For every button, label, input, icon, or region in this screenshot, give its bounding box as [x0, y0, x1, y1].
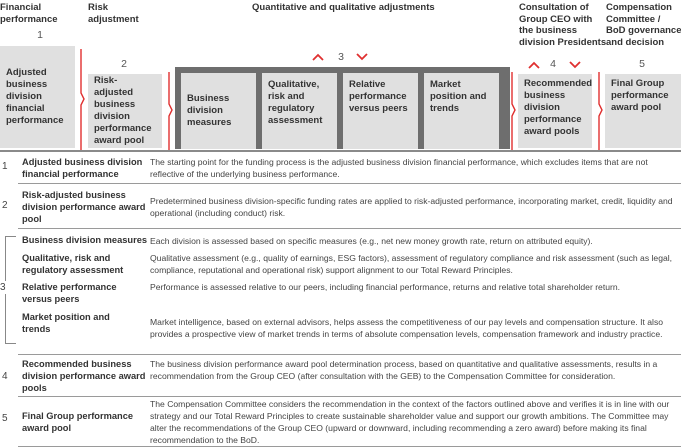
chevron-down-icon [356, 53, 368, 61]
stage-box-label: Market position and trends [430, 79, 487, 114]
stage-box-label: Adjusted business division financial performance [6, 67, 64, 126]
row-heading: Recommended business division performance award pools [22, 359, 146, 393]
stage-title-4: Consultation of Group CEO with the business division Presidents [519, 2, 607, 48]
stage-box-4 [518, 74, 592, 148]
stage-box-2 [88, 74, 162, 148]
stage-box-3c [343, 73, 418, 149]
row-divider [18, 396, 681, 397]
stage-box-label: Risk-adjusted business division performance award pool [94, 75, 152, 146]
row-heading: Business division measures [22, 235, 148, 245]
row-divider [18, 228, 681, 229]
stage-box-3b [262, 73, 337, 149]
row-description: The starting point for the funding process is the adjusted business division financial performance, which excludes items that are not reflective of the underlying business performance. [150, 157, 648, 179]
row-description: Predetermined business division-specific funding rates are applied to risk-adjusted performance, incorporating market, credit, liquidity and operational (including conduct) risk. [150, 196, 673, 218]
diagram-baseline [0, 150, 681, 152]
stage-box-label: Final Group performance award pool [611, 78, 669, 113]
row-number: 5 [2, 413, 8, 424]
row-description: Each division is assessed based on specific measures (e.g., net new money growth rate, return on attributed equity). [150, 236, 593, 246]
brace-icon [166, 72, 174, 151]
row-number: 2 [2, 200, 8, 211]
row-number: 3 [0, 282, 6, 293]
row-heading: Market position and trends [22, 312, 110, 334]
stage-number-4: 4 [550, 58, 556, 70]
stage-box-label: Recommended business division performance award pools [524, 78, 593, 137]
row-number: 1 [2, 161, 8, 172]
row-divider [18, 354, 681, 355]
stage-box-1 [0, 46, 75, 148]
row-heading: Adjusted business division financial performance [22, 157, 143, 179]
brace-icon [509, 72, 517, 151]
stage-number-3: 3 [338, 51, 344, 63]
row-number: 4 [2, 371, 8, 382]
row-divider [18, 183, 681, 184]
row-heading: Qualitative, risk and regulatory assessment [22, 253, 124, 275]
stage-box-label: Qualitative, risk and regulatory assessment [268, 79, 323, 126]
stage-box-3a [181, 73, 256, 149]
stage-title-5: Compensation Committee / BoD governance and decision [606, 2, 681, 48]
row-heading: Final Group performance award pool [22, 411, 134, 433]
stage-box-label: Relative performance versus peers [349, 79, 408, 114]
stage-title-1: Financial performance [0, 2, 58, 25]
stage-number-1: 1 [37, 29, 43, 41]
row-description: Qualitative assessment (e.g., quality of earnings, ESG factors), assessment of regulatory compliance and risk assessment (such as legal, compliance, reputational and operational risk) support alignment to our Total Reward Principles. [150, 253, 673, 275]
brace-icon [78, 49, 86, 151]
row-divider [18, 446, 681, 447]
chevron-up-icon [312, 53, 324, 61]
stage-box-label: Business division measures [187, 93, 232, 128]
row-heading: Risk-adjusted business division performance award pool [22, 190, 146, 224]
stage-box-3d [424, 73, 499, 149]
brace-icon [596, 72, 604, 151]
row-heading: Relative performance versus peers [22, 282, 117, 304]
stage-box-5 [605, 74, 681, 148]
chevron-down-icon [569, 61, 581, 69]
stage-number-5: 5 [639, 58, 645, 70]
chevron-up-icon [528, 61, 540, 69]
stage-title-3: Quantitative and qualitative adjustments [252, 2, 435, 13]
group-bracket [5, 236, 16, 344]
row-description: The business division performance award pool determination process, based on quantitative and qualitative assessments, results in a recommendation from the Group CEO (after consultation with the GEB) to the Compensation Committee for consideration. [150, 359, 658, 381]
stage-title-2: Risk adjustment [88, 2, 139, 25]
row-description: Market intelligence, based on external advisors, helps assess the competitiveness of our pay levels and compensation structure. It also provides a prospective view of market trends in terms of absolute compensation levels, compensation framework and industry practice. [150, 317, 664, 339]
row-description: Performance is assessed relative to our peers, including financial performance, returns and relative total shareholder return. [150, 282, 621, 292]
stage-number-2: 2 [121, 58, 127, 70]
row-description: The Compensation Committee considers the recommendation in the context of the factors outlined above and verifies it is in line with our strategy and our Total Reward Principles to create sustainable shareholder value and support our growth ambitions. The Committee may alter the recommendations of the Group CEO (upward or downward, including recommending a zero award) before making its final recommendation to the BoD. [150, 399, 670, 445]
